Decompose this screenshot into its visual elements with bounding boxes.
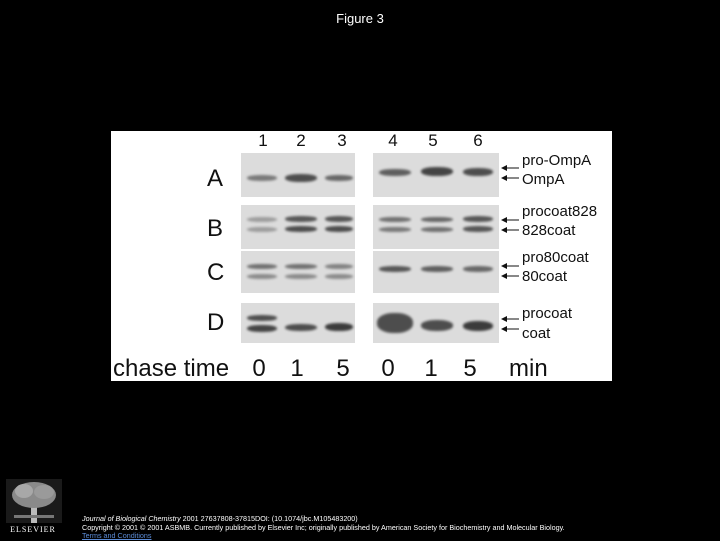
arrow-icon	[501, 173, 519, 183]
lane-number: 1	[258, 131, 268, 150]
chase-time-value: 0	[381, 355, 395, 381]
gel-panel-a-right	[373, 153, 499, 197]
chase-time-value: 5	[336, 355, 350, 381]
copyright-text: Copyright © 2001 © 2001 ASBMB. Currently published by Elsevier Inc; originally published by American Society for Biochemistry and Molecular Biology.	[82, 522, 565, 532]
row-letter-a: A	[207, 165, 224, 192]
chase-time-value: 0	[252, 355, 266, 381]
lane-number: 6	[473, 131, 483, 150]
slide-title: Figure 3	[336, 11, 384, 26]
row-letter-b: B	[207, 215, 224, 242]
gel-panel-a-left	[241, 153, 355, 197]
row-letter-d: D	[207, 309, 225, 336]
gel-panel-c-right	[373, 251, 499, 293]
elsevier-logo-text: ELSEVIER	[10, 525, 56, 534]
arrow-icon	[501, 271, 519, 281]
terms-link[interactable]: Terms and Conditions	[82, 531, 152, 541]
gel-figure	[111, 131, 612, 381]
gel-panel-b-right	[373, 205, 499, 249]
marker-label: procoat828	[522, 203, 598, 220]
marker-label: 828coat	[522, 222, 576, 239]
chase-time-value: 5	[463, 355, 477, 381]
arrow-icon	[501, 225, 519, 235]
marker-label: OmpA	[522, 171, 565, 188]
journal-name: Journal of Biological Chemistry	[82, 514, 181, 523]
gel-panel-d-right	[373, 303, 499, 343]
chase-time-value: 1	[290, 355, 304, 381]
marker-label: procoat	[522, 305, 573, 322]
citation-text: 2001 27637808-37815DOI: (10.1074/jbc.M105483200)	[180, 514, 358, 523]
chase-time-label: chase time	[113, 355, 230, 381]
lane-number: 2	[296, 131, 306, 150]
lane-number: 3	[337, 131, 347, 150]
chase-time-value: 1	[424, 355, 438, 381]
citation-block	[82, 515, 582, 541]
row-letter-c: C	[207, 259, 225, 286]
lane-number: 4	[388, 131, 398, 150]
marker-label: pro80coat	[522, 249, 589, 266]
lane-number: 5	[428, 131, 438, 150]
arrow-icon	[501, 261, 519, 271]
arrow-icon	[501, 163, 519, 173]
marker-label: coat	[522, 325, 551, 342]
arrow-icon	[501, 324, 519, 334]
gel-panel-b-left	[241, 205, 355, 249]
gel-panel-d-left	[241, 303, 355, 343]
marker-label: pro-OmpA	[522, 152, 592, 169]
arrow-icon	[501, 215, 519, 225]
marker-label: 80coat	[522, 268, 568, 285]
gel-panel-c-left	[241, 251, 355, 293]
time-unit: min	[509, 355, 548, 381]
arrow-icon	[501, 314, 519, 324]
